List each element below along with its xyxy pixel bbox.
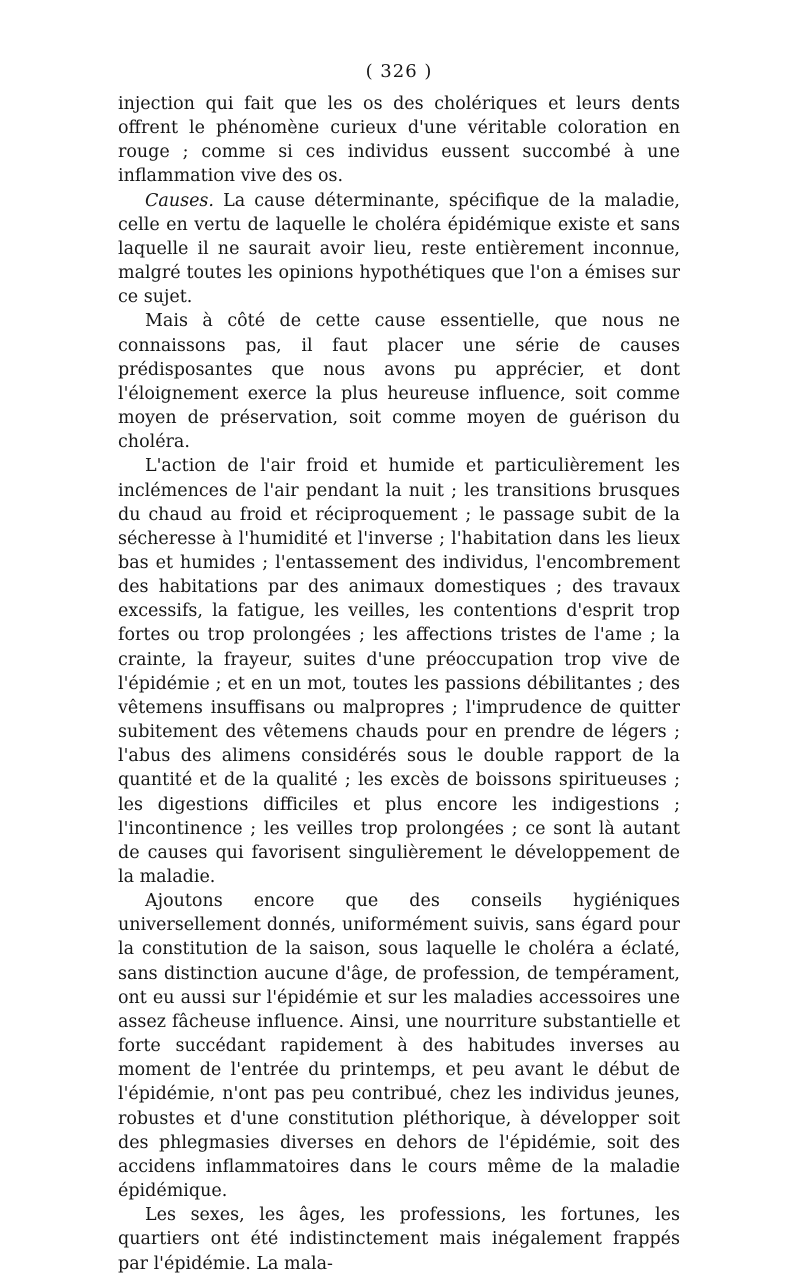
paragraph-text: injection qui fait que les os des cholériques et leurs dents offrent le phénomène curieux d'une véritable coloration en rouge ; comme si ces individus eussent succombé à une inflammation vive des os. (118, 94, 680, 187)
paragraph-causes (118, 189, 680, 310)
page-number: ( 326 ) (365, 61, 433, 82)
book-page (118, 58, 680, 1276)
paragraph (118, 92, 680, 189)
paragraph (118, 309, 680, 454)
paragraph-text: Mais à côté de cette cause essentielle, que nous ne connaissons pas, il faut placer une série de causes prédisposantes que nous avons pu apprécier, et dont l'éloignement exerce la plus heureuse influence, soit comme moyen de préservation, soit comme moyen de guérison du choléra. (118, 311, 680, 453)
paragraph-text: La cause déterminante, spécifique de la maladie, celle en vertu de laquelle le choléra épidémique existe et sans laquelle il ne saurait avoir lieu, reste entièrement inconnue, malgré toutes les opinions hypothétiques que l'on a émises sur ce sujet. (118, 190, 680, 308)
paragraph-text: Les sexes, les âges, les professions, les fortunes, les quartiers ont été indistinctement mais inégalement frappés par l'épidémie. La mala- (118, 1205, 680, 1274)
paragraph (118, 889, 680, 1203)
paragraph (118, 454, 680, 889)
paragraph-text: Ajoutons encore que des conseils hygiéniques universellement donnés, uniformément suivis, sans égard pour la constitution de la saison, sous laquelle le choléra a éclaté, sans distinction aucune d'âge, de profession, de tempérament, ont eu aussi sur l'épidémie et sur les maladies accessoires une assez fâcheuse influence. Ainsi, une nourriture substantielle et forte succédant rapidement à des habitudes inverses au moment de l'entrée du printemps, et peu avant le début de l'épidémie, n'ont pas peu contribué, chez les individus jeunes, robustes et d'une constitution pléthorique, à développer soit des phlegmasies diverses en dehors de l'épidémie, soit des accidens inflammatoires dans le cours même de la maladie épidémique. (118, 891, 680, 1202)
paragraph (118, 1203, 680, 1275)
paragraph-text: L'action de l'air froid et humide et particulièrement les inclémences de l'air pendant la nuit ; les transitions brusques du chaud au froid et réciproquement ; le passage subit de la sécheresse à l'humidité et l'inverse ; l'habitation dans les lieux bas et humides ; l'entassement des individus, l'encombrement des habitations par des animaux domestiques ; des travaux excessifs, la fatigue, les veilles, les contentions d'esprit trop fortes ou trop prolongées ; les affections tristes de l'ame ; la crainte, la frayeur, suites d'une préoccupation trop vive de l'épidémie ; et en un mot, toutes les passions débilitantes ; des vêtemens insuffisans ou malpropres ; l'imprudence de quitter subitement des vêtemens chauds pour en prendre de légers ; l'abus des alimens considérés sous le double rapport de la quantité et de la qualité ; les excès de boissons spiritueuses ; les digestions difficiles et plus encore les indigestions ; l'incontinence ; les veilles trop prolongées ; ce sont là autant de causes qui favorisent singulièrement le développement de la maladie. (118, 456, 680, 887)
section-heading-causes: Causes. (145, 190, 214, 211)
